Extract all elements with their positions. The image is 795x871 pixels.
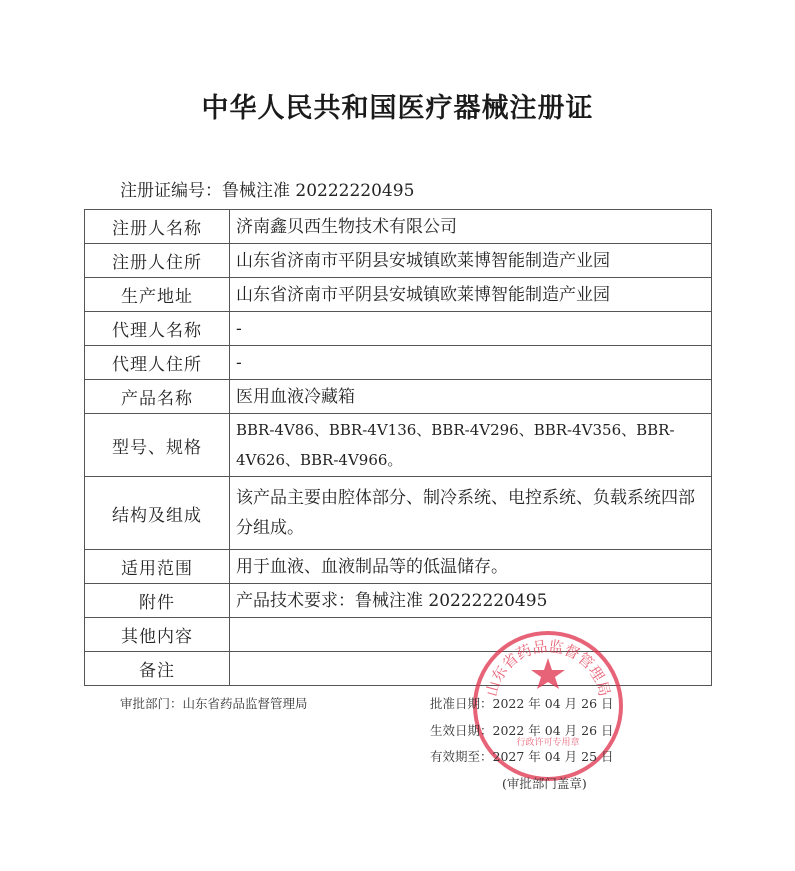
row-label: 注册人住所 <box>85 244 230 278</box>
row-label: 生产地址 <box>85 278 230 312</box>
certificate-table <box>84 209 712 686</box>
table-row <box>85 477 712 550</box>
seal-note: (审批部门盖章) <box>502 776 587 791</box>
table-row <box>85 584 712 618</box>
seal-text: 山东省药品监督管理局 <box>482 637 614 699</box>
row-label: 其他内容 <box>85 618 230 652</box>
table-row <box>85 346 712 380</box>
row-value: - <box>230 312 712 346</box>
seal-center-text: 行政许可专用章 <box>516 738 580 748</box>
valid-until-date: 有效期至：2027 年 04 月 25 日 <box>430 749 614 764</box>
table-row <box>85 244 712 278</box>
table-row <box>85 380 712 414</box>
row-value: 济南鑫贝西生物技术有限公司 <box>230 210 712 244</box>
row-label: 产品名称 <box>85 380 230 414</box>
row-label: 备注 <box>85 652 230 686</box>
row-label: 代理人名称 <box>85 312 230 346</box>
table-row <box>85 414 712 477</box>
effective-date: 生效日期：2022 年 04 月 26 日 <box>430 723 614 738</box>
registration-number-value: 鲁械注准 20222220495 <box>222 181 415 201</box>
registration-number-label: 注册证编号： <box>120 181 222 201</box>
row-value: 山东省济南市平阴县安城镇欧莱博智能制造产业园 <box>230 278 712 312</box>
row-label: 适用范围 <box>85 550 230 584</box>
row-value: 医用血液冷藏箱 <box>230 380 712 414</box>
row-label: 代理人住所 <box>85 346 230 380</box>
row-label: 结构及组成 <box>85 477 230 550</box>
table-row <box>85 312 712 346</box>
approval-date: 批准日期：2022 年 04 月 26 日 <box>430 696 614 711</box>
table-row <box>85 210 712 244</box>
row-value: 该产品主要由腔体部分、制冷系统、电控系统、负载系统四部分组成。 <box>230 477 712 550</box>
row-value: BBR-4V86、BBR-4V136、BBR-4V296、BBR-4V356、BBR-4V626、BBR-4V966。 <box>230 414 712 477</box>
star-icon <box>531 658 565 689</box>
row-value: 山东省济南市平阴县安城镇欧莱博智能制造产业园 <box>230 244 712 278</box>
row-value: - <box>230 346 712 380</box>
row-value: 用于血液、血液制品等的低温储存。 <box>230 550 712 584</box>
approval-department: 审批部门：山东省药品监督管理局 <box>120 696 308 711</box>
table-row <box>85 278 712 312</box>
registration-number <box>120 176 414 201</box>
row-label: 注册人名称 <box>85 210 230 244</box>
row-value: 产品技术要求：鲁械注准 20222220495 <box>230 584 712 618</box>
table-row <box>85 550 712 584</box>
certificate-title: 中华人民共和国医疗器械注册证 <box>201 93 594 124</box>
row-label: 型号、规格 <box>85 414 230 477</box>
row-label: 附件 <box>85 584 230 618</box>
